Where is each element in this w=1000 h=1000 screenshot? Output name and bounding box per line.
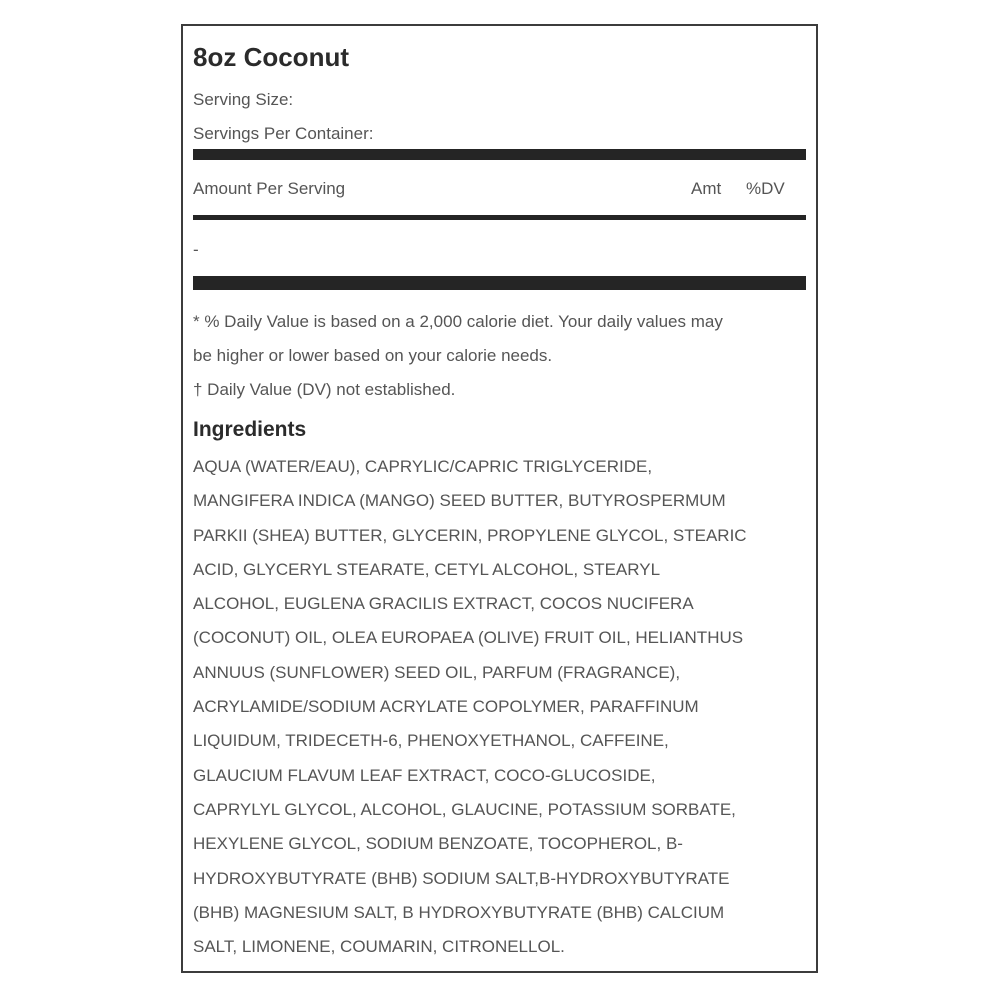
footnote-line: be higher or lower based on your calorie needs. [193,346,553,365]
ingredients-line: ANNUUS (SUNFLOWER) SEED OIL, PARFUM (FRAGRANCE), [193,662,681,682]
ingredients-line: CAPRYLYL GLYCOL, ALCOHOL, GLAUCINE, POTASSIUM SORBATE, [193,799,736,819]
ingredients-heading: Ingredients [193,418,307,441]
amt-column-header: Amt [691,179,722,198]
product-title: 8oz Coconut [193,42,349,72]
ingredients-line: ACRYLAMIDE/SODIUM ACRYLATE COPOLYMER, PARAFFINUM [193,697,699,717]
daily-value-footnote [193,305,806,407]
ingredients-line: (BHB) MAGNESIUM SALT, B HYDROXYBUTYRATE (BHB) CALCIUM [193,902,725,922]
thick-divider-top [193,149,806,160]
supplement-facts-panel [181,24,818,973]
ingredients-line: ACID, GLYCERYL STEARATE, CETYL ALCOHOL, STEARYL [193,559,661,579]
ingredients-line: PARKII (SHEA) BUTTER, GLYCERIN, PROPYLENE GLYCOL, STEARIC [193,525,747,545]
medium-divider [193,215,806,220]
ingredients-line: (COCONUT) OIL, OLEA EUROPAEA (OLIVE) FRUIT OIL, HELIANTHUS [193,628,744,648]
ingredients-line: HEXYLENE GLYCOL, SODIUM BENZOATE, TOCOPHEROL, B- [193,834,683,854]
ingredients-line: ALCOHOL, EUGLENA GRACILIS EXTRACT, COCOS NUCIFERA [193,594,694,614]
amount-per-serving-label: Amount Per Serving [193,179,346,198]
ingredients-line: HYDROXYBUTYRATE (BHB) SODIUM SALT,B-HYDROXYBUTYRATE [193,868,730,888]
servings-per-container-label: Servings Per Container: [193,124,374,143]
thick-divider-bottom [193,276,806,290]
ingredients-line: AQUA (WATER/EAU), CAPRYLIC/CAPRIC TRIGLYCERIDE, [193,457,653,476]
footnote-line: † Daily Value (DV) not established. [193,380,456,399]
ingredients-line: GLAUCIUM FLAVUM LEAF EXTRACT, COCO-GLUCOSIDE, [193,765,656,785]
empty-nutrient-row: - [193,240,199,259]
footnote-line: * % Daily Value is based on a 2,000 calorie diet. Your daily values may [193,312,723,331]
ingredients-line: SALT, LIMONENE, COUMARIN, CITRONELLOL. [193,937,565,957]
ingredients-line: MANGIFERA INDICA (MANGO) SEED BUTTER, BUTYROSPERMUM [193,491,726,511]
serving-size-label: Serving Size: [193,90,294,109]
ingredients-line: LIQUIDUM, TRIDECETH-6, PHENOXYETHANOL, CAFFEINE, [193,731,669,751]
dv-column-header: %DV [746,179,785,198]
ingredients-list [193,450,806,964]
